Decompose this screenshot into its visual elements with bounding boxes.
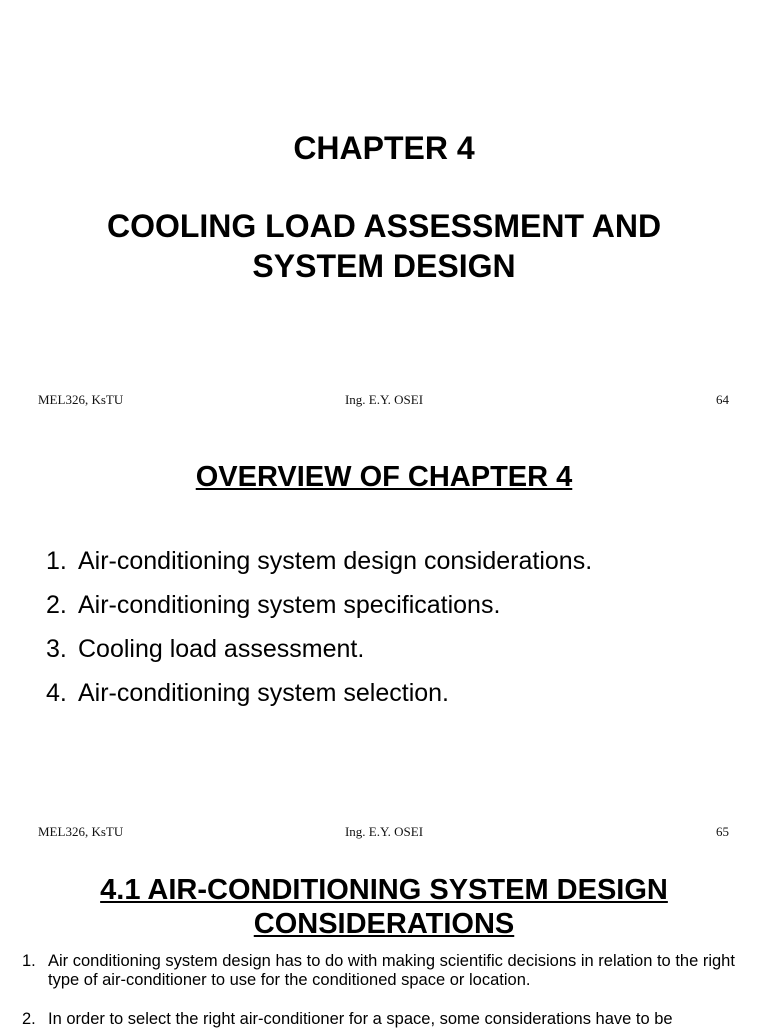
footer-page-number-64: 64 — [716, 392, 729, 407]
footer-page-number-65: 65 — [716, 824, 729, 839]
list-item-number: 1. — [22, 952, 36, 970]
list-item-text: Air-conditioning system selection. — [78, 679, 449, 707]
list-item — [46, 678, 449, 708]
list-item-text: Air conditioning system design has to do with making scientific decisions in relation to the right type of air-conditioner to use for the conditioned space or location. — [48, 952, 735, 989]
chapter-label: CHAPTER 4 — [293, 130, 475, 166]
section-heading-line1: 4.1 AIR-CONDITIONING SYSTEM DESIGN — [100, 874, 668, 906]
overview-heading: OVERVIEW OF CHAPTER 4 — [195, 461, 573, 493]
list-item-text: Air-conditioning system design considerations. — [78, 547, 593, 575]
list-item — [46, 546, 592, 576]
list-item-number: 2. — [22, 1010, 36, 1028]
footer-author-64: Ing. E.Y. OSEI — [344, 392, 424, 407]
list-item-text: Cooling load assessment. — [78, 635, 365, 663]
list-item — [46, 590, 500, 620]
list-item — [46, 634, 364, 664]
list-item — [22, 952, 742, 990]
chapter-title-line2: SYSTEM DESIGN — [252, 248, 516, 284]
list-item-number: 3. — [46, 635, 67, 663]
list-item-text: In order to select the right air-conditioner for a space, some considerations have to be — [48, 1010, 673, 1028]
list-item-text: Air-conditioning system specifications. — [78, 591, 501, 619]
list-item-number: 2. — [46, 591, 67, 619]
footer-course-65: MEL326, KsTU — [38, 824, 124, 839]
list-item-number: 4. — [46, 679, 67, 707]
footer-course-64: MEL326, KsTU — [38, 392, 124, 407]
list-item-number: 1. — [46, 547, 67, 575]
chapter-title-line1: COOLING LOAD ASSESSMENT AND — [106, 208, 662, 244]
list-item — [22, 1010, 742, 1029]
footer-author-65: Ing. E.Y. OSEI — [344, 824, 424, 839]
section-heading-line2: CONSIDERATIONS — [253, 908, 515, 940]
